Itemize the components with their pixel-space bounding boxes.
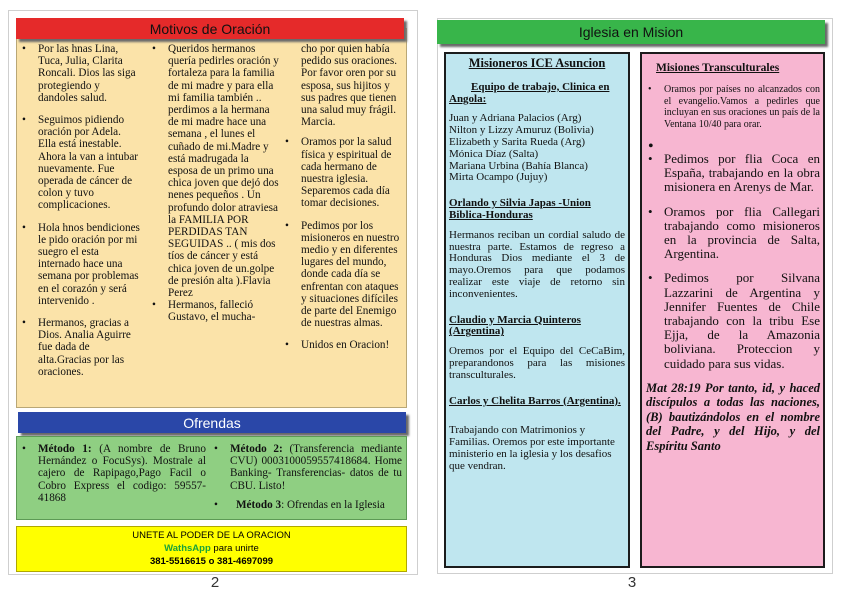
method-3-text: : Ofrendas en la Iglesia <box>281 498 385 511</box>
prayer-item-continued: cho por quien había pedido sus oraciones. Por favor oren por su esposa, sus hijitos y sus padres que tienen una salud muy frágil. Marcia. <box>301 43 398 129</box>
team-members: Juan y Adriana Palacios (Arg) Nilton y Lizzy Amuruz (Bolivia) Elizabeth y Sarita Rueda (Arg) Mónica Díaz (Salta) Mariana Urbina (Bahía Blanca) Mirta Ocampo (Jujuy) <box>449 112 594 184</box>
missionaries-content <box>449 58 625 473</box>
method-3-label: Método 3 <box>236 498 282 511</box>
prayer-item: • Queridos hermanos quería pedirles oración y fortaleza para la familia de mi madre y para ella mi familia también .. perdimos a la hermana de mi madre hace una semana , el lunes el cuñado de mi.Madre y está madrugada la esposa de un primo una chica joven que dejó dos nenes pequeños . Un profundo dolor atraviesa la FAMILIA POR PERDIDAS TAN SEGUIDAS .. ( mis dos tíos de cáncer y está chica joven de un.golpe de presión alta ).Flavia Perez <box>150 43 280 299</box>
missionaries-title: Misioneros ICE Asuncion <box>468 56 606 70</box>
prayer-item: • Pedimos por los misioneros en nuestro medio y en diferentes lugares del mundo, donde cada día se enfrentan con ataques y situaciones difíciles de parte del Enemigo de nuestras almas. <box>283 220 403 330</box>
banner-phone-numbers: 381-5516615 o 381-4697099 <box>149 556 274 567</box>
prayer-item: • Hola hnos bendiciones le pido oración por mi suegro el esta internado hace una semana por problemas en el corazón y será intervenido . <box>20 222 140 307</box>
method-1-label: Método 1: <box>38 443 92 455</box>
banner-line-2 <box>17 542 406 555</box>
bible-verse: Mat 28:19 Por tanto, id, y haced discípulos a todas las naciones,(B) bautizándolos en el nombre del Padre, y del Hijo, y del Espíritu Santo <box>646 380 820 453</box>
page-number-3: 3 <box>627 574 637 591</box>
mission-title: Iglesia en Mision <box>437 20 825 44</box>
prayer-title: Motivos de Oración <box>16 18 404 39</box>
prayer-item: • Hermanos, gracias a Dios. Analia Aguirre fue dada de alta.Gracias por las oraciones. <box>20 317 140 378</box>
carlos-text: Trabajando con Matrimonios y Familias. Oremos por este importante ministerio en la iglesia y los desafios que vendran. <box>449 424 615 472</box>
orlando-text: Hermanos reciban un cordial saludo de nuestra parte. Estamos de regreso a Honduras Dios mediante el 3 de mayo.Oremos para que podamos realizar este viaje de retorno sin inconvenientes. <box>449 228 625 300</box>
prayer-column-2 <box>150 43 280 334</box>
transcultural-content <box>646 62 820 453</box>
mission-item: • Oramos por países no alcanzados con el evangelio.Vamos a pedirles que incluyan en sus oraciones un país de la Ventana 10/40 para orar. <box>646 84 820 130</box>
mission-item: • Oramos por flia Callegari trabajando como misioneros en la provincia de Salta, Argentina. <box>646 205 820 262</box>
prayer-column-1 <box>20 43 140 388</box>
page-number-2: 2 <box>210 574 220 591</box>
banner-line-1: UNETE AL PODER DE LA ORACION <box>132 530 291 541</box>
prayer-item: • Hermanos, falleció Gustavo, el mucha- <box>150 299 280 323</box>
orlando-heading: Orlando y Silvia Japas -Union Biblica-Honduras <box>449 197 591 221</box>
transcultural-title: Misiones Transculturales <box>656 62 780 74</box>
whatsapp-word: WathsApp <box>164 543 211 554</box>
mission-item-empty <box>646 138 820 150</box>
prayer-item: • Por las hnas Lina, Tuca, Julia, Clarita Roncali. Dios las siga protegiendo y dandoles salud. <box>20 43 140 104</box>
banner-line-2-rest: para unirte <box>210 543 259 554</box>
carlos-heading: Carlos y Chelita Barros (Argentina). <box>449 394 621 407</box>
mission-item: • Pedimos por flia Coca en España, trabajando en la obra misionera en Arenys de Mar. <box>646 152 820 195</box>
prayer-column-3 <box>283 43 403 362</box>
mission-item: • Pedimos por Silvana Lazzarini de Argentina y Jennifer Fuentes de Chile trabajando con la tribu Ese Ejja, de la Amazonia boliviana. Proteccion y cuidado para sus vidas. <box>646 271 820 370</box>
claudio-heading: Claudio y Marcia Quinteros (Argentina) <box>449 313 581 338</box>
offering-method-1 <box>20 443 206 514</box>
whatsapp-banner <box>16 526 407 572</box>
prayer-item: • Oramos por la salud física y espiritual de cada hermano de nuestra iglesia. Separemos cada día tomar decisiones. <box>283 136 403 209</box>
team-heading: Equipo de trabajo, Clinica en Angola: <box>449 80 610 105</box>
offerings-title: Ofrendas <box>18 412 406 433</box>
offering-method-2 <box>212 443 402 521</box>
method-1-text: (A nombre de Bruno Hernández o FocuSys). Mostrale al cajero de Rapipago,Pago Facil o Cobro Express el codigo: 59557-41868 <box>38 443 206 504</box>
method-2-label: Método 2: <box>230 443 283 455</box>
claudio-text: Oremos por el Equipo del CeCaBim, preparandonos para las misiones transculturales. <box>449 345 625 381</box>
method-2-text: (Transferencia mediante CVU) 0003100059557418684. Home Banking- Transferencias- datos de tu CBU. Listo! <box>230 443 402 492</box>
prayer-item: • Unidos en Oracion! <box>283 339 403 351</box>
prayer-item: • Seguimos pidiendo oración por Adela. Ella está inestable. Ahora la van a intubar nuevamente. Fue operada de cáncer de colon y tuvo complicaciones. <box>20 114 140 212</box>
